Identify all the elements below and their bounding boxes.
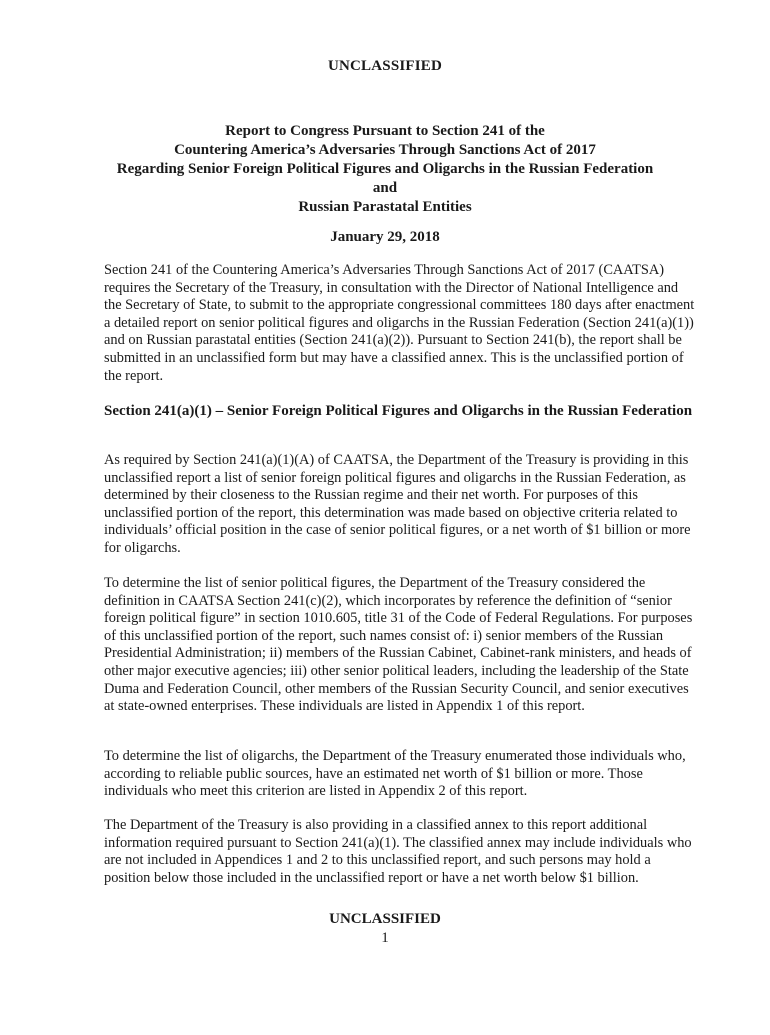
section-heading: Section 241(a)(1) – Senior Foreign Political Figures and Oligarchs in the Russian Federation bbox=[104, 403, 693, 419]
paragraph-intro: Section 241 of the Countering America’s Adversaries Through Sanctions Act of 2017 (CAATSA) requires the Secretary of the Treasury, in consultation with the Director of National Intelligence and the Secretary of State, to submit to the appropriate congressional committees 180 days after enactment a detailed report on senior political figures and oligarchs in the Russian Federation (Section 241(a)(1)) and on Russian parastatal entities (Section 241(a)(2)). Pursuant to Section 241(b), the report shall be submitted in an unclassified form but may have a classified annex. This is the unclassified portion of the report. bbox=[104, 262, 695, 384]
title-line-3: Regarding Senior Foreign Political Figures and Oligarchs in the Russian Federation bbox=[116, 161, 654, 177]
paragraph-political-figures: To determine the list of senior political figures, the Department of the Treasury considered the definition in CAATSA Section 241(c)(2), which incorporates by reference the definition of “senior foreign political figure” in section 1010.605, title 31 of the Code of Federal Regulations. For purposes of this unclassified portion of the report, such names consist of: i) senior members of the Russian Presidential Administration; ii) members of the Russian Cabinet, Cabinet-rank ministers, and heads of other major executive agencies; iii) other senior political leaders, including the leadership of the State Duma and Federation Council, other members of the Russian Security Council, and senior executives at state-owned enterprises. These individuals are listed in Appendix 1 of this report. bbox=[104, 575, 693, 715]
report-title bbox=[60, 122, 710, 217]
title-line-5: Russian Parastatal Entities bbox=[298, 199, 472, 215]
report-date: January 29, 2018 bbox=[330, 229, 440, 245]
classification-footer: UNCLASSIFIED bbox=[329, 911, 441, 927]
paragraph-oligarchs: To determine the list of oligarchs, the Department of the Treasury enumerated those individuals who, according to reliable public sources, have an estimated net worth of $1 billion or more. Those individuals who meet this criterion are listed in Appendix 2 of this report. bbox=[104, 748, 686, 800]
title-line-4: and bbox=[372, 180, 398, 196]
title-line-2: Countering America’s Adversaries Through Sanctions Act of 2017 bbox=[174, 142, 596, 158]
paragraph-classified-annex: The Department of the Treasury is also providing in a classified annex to this report additional information required pursuant to Section 241(a)(1). The classified annex may include individuals who are not included in Appendices 1 and 2 to this unclassified report, and such persons may hold a position below those included in the unclassified report or have a net worth below $1 billion. bbox=[104, 817, 692, 886]
title-line-1: Report to Congress Pursuant to Section 241 of the bbox=[225, 123, 545, 139]
page-number: 1 bbox=[381, 930, 389, 946]
paragraph-requirement: As required by Section 241(a)(1)(A) of CAATSA, the Department of the Treasury is providing in this unclassified report a list of senior foreign political figures and oligarchs in the Russian Federation, as determined by their closeness to the Russian regime and their net worth. For purposes of this unclassified portion of the report, this determination was made based on objective criteria related to individuals’ official position in the case of senior political figures, or a net worth of $1 billion or more for oligarchs. bbox=[104, 452, 691, 556]
classification-header: UNCLASSIFIED bbox=[327, 58, 443, 74]
